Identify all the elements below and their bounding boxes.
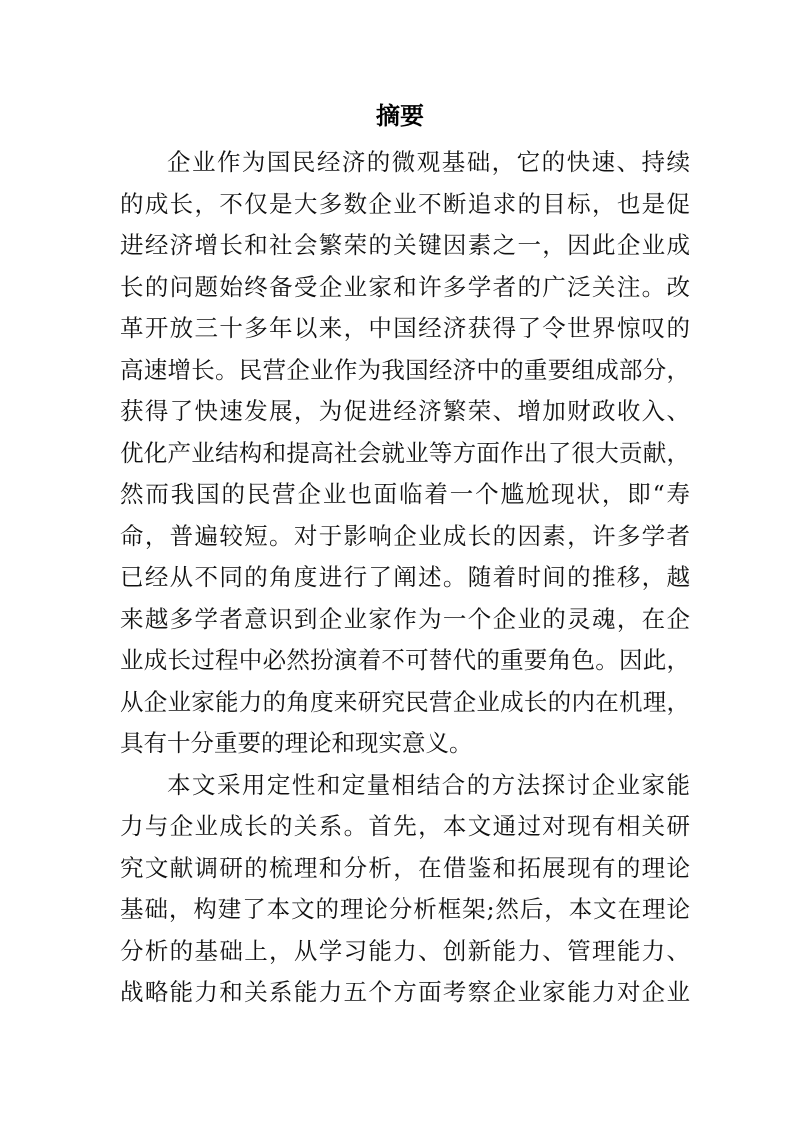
- paragraph-line: 来越多学者意识到企业家作为一个企业的灵魂，在企: [120, 604, 690, 633]
- paragraph-line: 基础，构建了本文的理论分析框架;然后，本文在理论: [120, 895, 690, 923]
- paragraph-line: 本文采用定性和定量相结合的方法探讨企业家能: [167, 770, 690, 799]
- paragraph-line: 业成长过程中必然扮演着不可替代的重要角色。因此，: [120, 646, 690, 674]
- paragraph-line: 战略能力和关系能力五个方面考察企业家能力对企业: [120, 978, 690, 1006]
- paragraph-line: 已经从不同的角度进行了阐述。随着时间的推移，越: [120, 563, 690, 591]
- paragraph-line: 具有十分重要的理论和现实意义。: [120, 729, 473, 757]
- paragraph-line: 革开放三十多年以来，中国经济获得了令世界惊叹的: [120, 314, 690, 342]
- paragraph-line: 力与企业成长的关系。首先，本文通过对现有相关研: [120, 812, 690, 840]
- paragraph-line: 优化产业结构和提高社会就业等方面作出了很大贡献，: [120, 438, 690, 467]
- paragraph-line: 然而我国的民营企业也面临着一个尴尬现状，即“寿: [120, 480, 690, 508]
- abstract-body: [120, 142, 690, 1014]
- paragraph-2: [120, 765, 690, 1014]
- paragraph-1: [120, 142, 690, 765]
- paragraph-line: 企业作为国民经济的微观基础，它的快速、持续: [167, 148, 690, 176]
- paragraph-line: 从企业家能力的角度来研究民营企业成长的内在机理，: [120, 687, 690, 716]
- abstract-title: 摘要: [376, 101, 424, 130]
- paragraph-line: 的成长，不仅是大多数企业不断追求的目标，也是促: [120, 189, 690, 218]
- paragraph-line: 长的问题始终备受企业家和许多学者的广泛关注。改: [120, 272, 690, 301]
- paragraph-line: 进经济增长和社会繁荣的关键因素之一，因此企业成: [120, 231, 690, 259]
- paragraph-line: 获得了快速发展，为促进经济繁荣、增加财政收入、: [120, 397, 690, 425]
- paragraph-line: 分析的基础上，从学习能力、创新能力、管理能力、: [120, 936, 690, 965]
- paragraph-line: 究文献调研的梳理和分析，在借鉴和拓展现有的理论: [120, 853, 690, 882]
- paragraph-line: 命，普遍较短。对于影响企业成长的因素，许多学者: [120, 521, 690, 550]
- paragraph-line: 高速增长。民营企业作为我国经济中的重要组成部分，: [120, 355, 690, 384]
